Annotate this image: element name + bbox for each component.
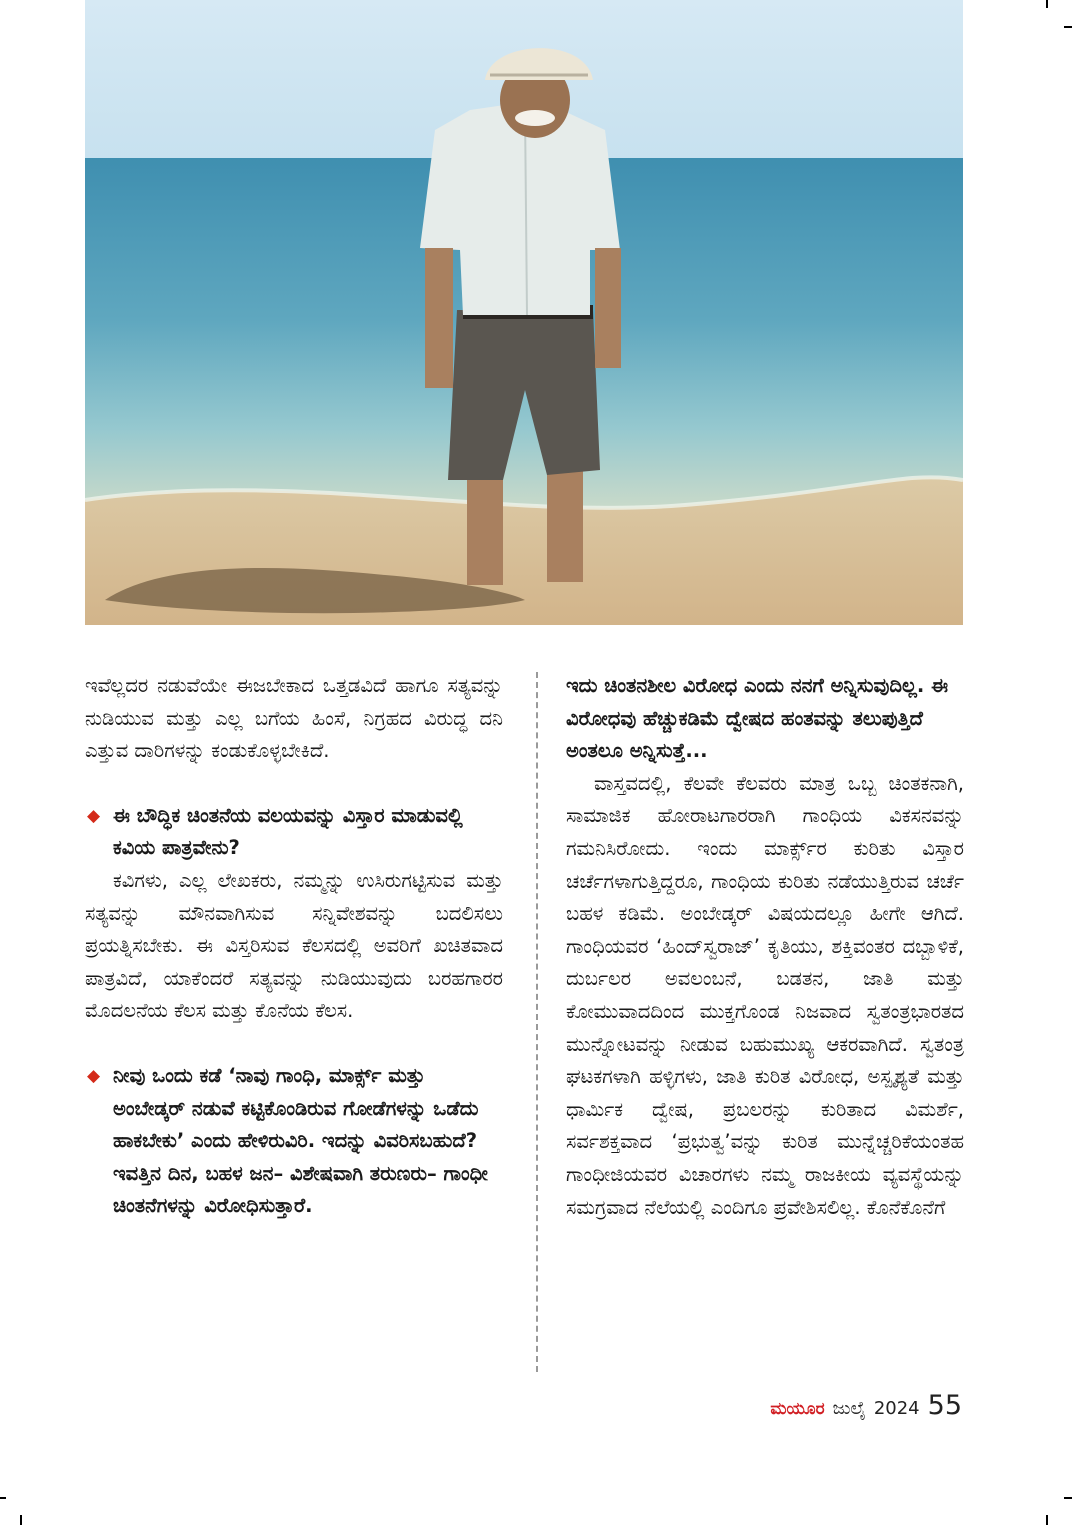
crop-mark [1046,0,1048,8]
crop-mark [1064,1497,1072,1499]
right-column [566,670,964,1224]
intro-paragraph: ಇವೆಲ್ಲದರ ನಡುವೆಯೇ ಈಜಬೇಕಾದ ಒತ್ತಡವಿದೆ ಹಾಗೂ ಸತ್ಯವನ್ನು ನುಡಿಯುವ ಮತ್ತು ಎಲ್ಲ ಬಗೆಯ ಹಿಂಸೆ, ನಿಗ್ರಹದ ವಿರುದ್ಧ ದನಿ ಎತ್ತುವ ದಾರಿಗಳನ್ನು ಕಂಡುಕೊಳ್ಳಬೇಕಿದೆ. [85,674,503,763]
answer-2: ವಾಸ್ತವದಲ್ಲಿ, ಕೆಲವೇ ಕೆಲವರು ಮಾತ್ರ ಒಬ್ಬ ಚಿಂತಕನಾಗಿ, ಸಾಮಾಜಿಕ ಹೋರಾಟಗಾರರಾಗಿ ಗಾಂಧಿಯ ವಿಕಸನವನ್ನು ಗಮನಿಸಿರೋದು. ಇಂದು ಮಾರ್ಕ್ಸ್‌ರ ಕುರಿತು ವಿಸ್ತಾರ ಚರ್ಚೆಗಳಾಗುತ್ತಿದ್ದರೂ, ಗಾಂಧಿಯ ಕುರಿತು ನಡೆಯುತ್ತಿರುವ ಚರ್ಚೆ ಬಹಳ ಕಡಿಮೆ. ಅಂಬೇಡ್ಕರ್ ವಿಷಯದಲ್ಲೂ ಹೀಗೇ ಆಗಿದೆ. ಗಾಂಧಿಯವರ ‘ಹಿಂದ್‌ಸ್ವರಾಜ್’ ಕೃತಿಯು, ಶಕ್ತಿವಂತರ ದಬ್ಬಾಳಿಕೆ, ದುರ್ಬಲರ ಅವಲಂಬನೆ, ಬಡತನ, ಜಾತಿ ಮತ್ತು ಕೋಮುವಾದದಿಂದ ಮುಕ್ತಗೊಂಡ ನಿಜವಾದ ಸ್ವತಂತ್ರಭಾರತದ ಮುನ್ನೋಟವನ್ನು ನೀಡುವ ಬಹುಮುಖ್ಯ ಆಕರವಾಗಿದೆ. ಸ್ವತಂತ್ರ ಘಟಕಗಳಾಗಿ ಹಳ್ಳಿಗಳು, ಜಾತಿ ಕುರಿತ ವಿರೋಧ, ಅಸ್ಪೃಶ್ಯತೆ ಮತ್ತು ಧಾರ್ಮಿಕ ದ್ವೇಷ, ಪ್ರಬಲರನ್ನು ಕುರಿತಾದ ವಿಮರ್ಶೆ, ಸರ್ವಶಕ್ತವಾದ ‘ಪ್ರಭುತ್ವ’ವನ್ನು ಕುರಿತ ಮುನ್ನೆಚ್ಚರಿಕೆಯಂತಹ ಗಾಂಧೀಜಿಯವರ ವಿಚಾರಗಳು ನಮ್ಮ ರಾಜಕೀಯ ವ್ಯವಸ್ಥೆಯನ್ನು ಸಮಗ್ರವಾದ ನೆಲೆಯಲ್ಲಿ ಎಂದಿಗೂ ಪ್ರವೇಶಿಸಲಿಲ್ಲ. ಕೊನೆಕೊನೆಗೆ [566,771,964,1219]
diamond-bullet-icon: ◆ [87,805,101,826]
question-1 [85,800,503,865]
question-2-continued: ಇದು ಚಿಂತನಶೀಲ ವಿರೋಧ ಎಂದು ನನಗೆ ಅನ್ನಿಸುವುದಿಲ್ಲ. ಈ ವಿರೋಧವು ಹೆಚ್ಚುಕಡಿಮೆ ದ್ವೇಷದ ಹಂತವನ್ನು ತಲುಪುತ್ತಿದೆ ಅಂತಲೂ ಅನ್ನಿಸುತ್ತೆ... [566,674,949,763]
answer-1: ಕವಿಗಳು, ಎಲ್ಲ ಲೇಖಕರು, ನಮ್ಮನ್ನು ಉಸಿರುಗಟ್ಟಿಸುವ ಮತ್ತು ಸತ್ಯವನ್ನು ಮೌನವಾಗಿಸುವ ಸನ್ನಿವೇಶವನ್ನು ಬದಲಿಸಲು ಪ್ರಯತ್ನಿಸಬೇಕು. ಈ ವಿಸ್ತರಿಸುವ ಕೆಲಸದಲ್ಲಿ ಅವರಿಗೆ ಖಚಿತವಾದ ಪಾತ್ರವಿದೆ, ಯಾಕೆಂದರೆ ಸತ್ಯವನ್ನು ನುಡಿಯುವುದು ಬರಹಗಾರರ ಮೊದಲನೆಯ ಕೆಲಸ ಮತ್ತು ಕೊನೆಯ ಕೆಲಸ. [85,868,503,1023]
left-column [85,670,503,1223]
crop-mark [1046,1515,1048,1525]
diamond-bullet-icon: ◆ [87,1065,101,1086]
issue-year: 2024 [873,1398,920,1419]
page-number: 55 [927,1390,962,1421]
question-2 [85,1060,503,1223]
question-1-text: ಈ ಬೌದ್ಧಿಕ ಚಿಂತನೆಯ ವಲಯವನ್ನು ವಿಸ್ತಾರ ಮಾಡುವಲ್ಲಿ ಕವಿಯ ಪಾತ್ರವೇನು? [113,803,463,860]
issue-month: ಜುಲೈ [832,1398,866,1419]
page-footer [770,1390,962,1421]
crop-mark [1064,26,1072,28]
magazine-logo: ಮಯೂರ [770,1399,825,1419]
question-2-text: ನೀವು ಒಂದು ಕಡೆ ‘ನಾವು ಗಾಂಧಿ, ಮಾರ್ಕ್ಸ್ ಮತ್ತು ಅಂಬೇಡ್ಕರ್ ನಡುವೆ ಕಟ್ಟಿಕೊಂಡಿರುವ ಗೋಡೆಗಳನ್ನು ಒಡೆದು ಹಾಕಬೇಕು’ ಎಂದು ಹೇಳಿರುವಿರಿ. ಇದನ್ನು ವಿವರಿಸಬಹುದೆ? ಇವತ್ತಿನ ದಿನ, ಬಹಳ ಜನ– ವಿಶೇಷವಾಗಿ ತರುಣರು– ಗಾಂಧೀ ಚಿಂತನೆಗಳನ್ನು ವಿರೋಧಿಸುತ್ತಾರೆ. [113,1063,488,1218]
crop-mark [0,1497,6,1499]
beach-portrait-photo [85,0,963,625]
column-divider [536,672,538,1372]
crop-mark [20,1515,22,1525]
